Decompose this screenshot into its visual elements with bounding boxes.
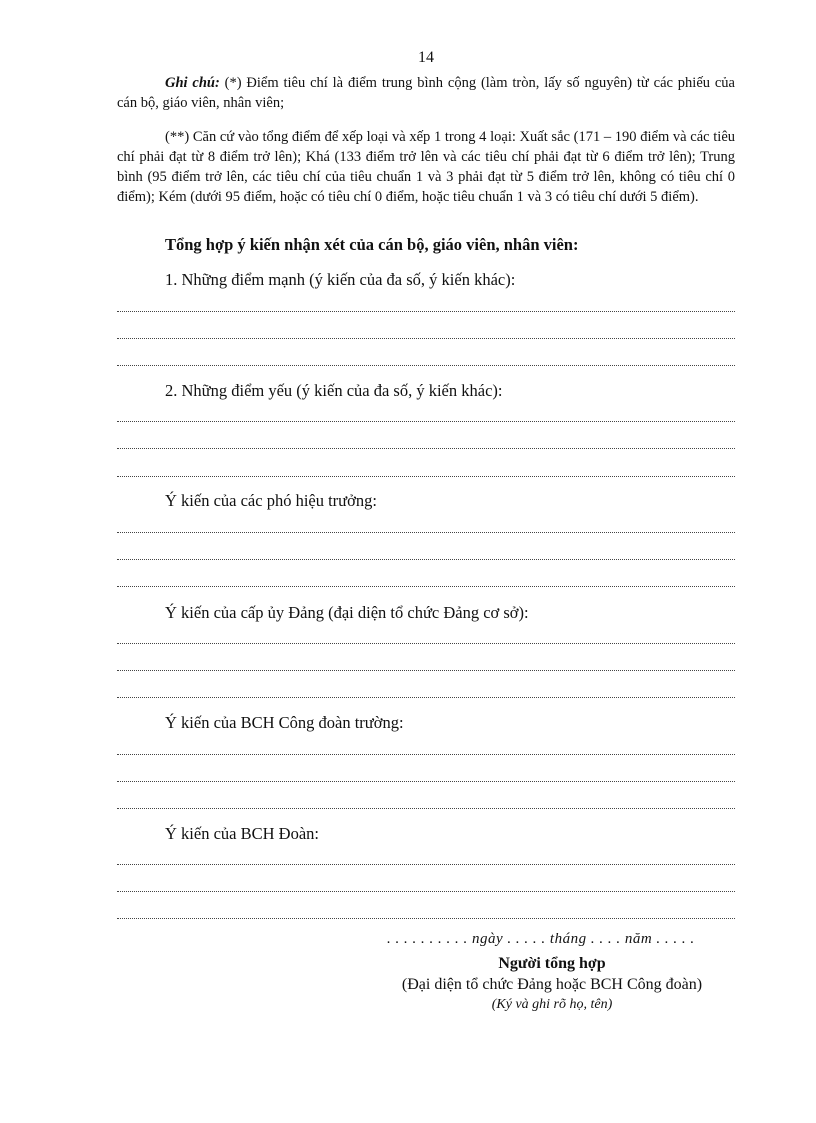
answer-line[interactable]: [117, 476, 735, 477]
answer-line[interactable]: [117, 421, 735, 422]
answer-line[interactable]: [117, 532, 735, 533]
answer-line[interactable]: [117, 448, 735, 449]
summary-heading: Tổng hợp ý kiến nhận xét của cán bộ, giáo viên, nhân viên:: [165, 235, 579, 254]
answer-line[interactable]: [117, 338, 735, 339]
section-weaknesses-label: 2. Những điểm yếu (ý kiến của đa số, ý kiến khác):: [165, 381, 503, 400]
signature-date-line: . . . . . . . . . . ngày . . . . . tháng . . . . năm . . . . .: [387, 931, 695, 947]
section-youth-union-label: Ý kiến của BCH Đoàn:: [165, 824, 319, 843]
answer-line[interactable]: [117, 586, 735, 587]
answer-line[interactable]: [117, 559, 735, 560]
note-1: [117, 73, 735, 113]
answer-line[interactable]: [117, 891, 735, 892]
answer-line[interactable]: [117, 808, 735, 809]
section-strengths-label: 1. Những điểm mạnh (ý kiến của đa số, ý kiến khác):: [165, 270, 516, 289]
answer-line[interactable]: [117, 918, 735, 919]
answer-line[interactable]: [117, 311, 735, 312]
section-trade-union-label: Ý kiến của BCH Công đoàn trường:: [165, 713, 404, 732]
signature-organization: (Đại diện tổ chức Đảng hoặc BCH Công đoàn): [401, 976, 703, 993]
signature-instruction: (Ký và ghi rõ họ, tên): [491, 997, 613, 1012]
answer-line[interactable]: [117, 754, 735, 755]
section-party-committee-label: Ý kiến của cấp ủy Đảng (đại diện tổ chức Đảng cơ sở):: [165, 603, 529, 622]
page-number: 14: [418, 49, 434, 66]
answer-line[interactable]: [117, 697, 735, 698]
note-label: Ghi chú:: [165, 75, 220, 91]
signature-title: Người tổng hợp: [498, 955, 606, 972]
answer-line[interactable]: [117, 670, 735, 671]
answer-line[interactable]: [117, 365, 735, 366]
answer-line[interactable]: [117, 781, 735, 782]
answer-line[interactable]: [117, 864, 735, 865]
section-vice-principals-label: Ý kiến của các phó hiệu trưởng:: [165, 491, 377, 510]
answer-line[interactable]: [117, 643, 735, 644]
note-2: (**) Căn cứ vào tổng điểm để xếp loại và xếp 1 trong 4 loại: Xuất sắc (171 – 190 điểm và các tiêu chí phải đạt từ 8 điểm trở lên); Khá (133 điểm trở lên và các tiêu chí phải đạt từ 6 điểm trở lên); Trung bình (95 điểm trở lên, các tiêu chí của tiêu chuẩn 1 và 3 phải đạt từ 5 điểm trở lên, không có tiêu chí 0 điểm); Kém (dưới 95 điểm, hoặc có tiêu chí 0 điểm, hoặc tiêu chuẩn 1 và 3 có tiêu chí dưới 5 điểm).: [117, 129, 735, 205]
note-1-text: (*) Điểm tiêu chí là điểm trung bình cộng (làm tròn, lấy số nguyên) từ các phiếu của cán bộ, giáo viên, nhân viên;: [117, 75, 735, 111]
